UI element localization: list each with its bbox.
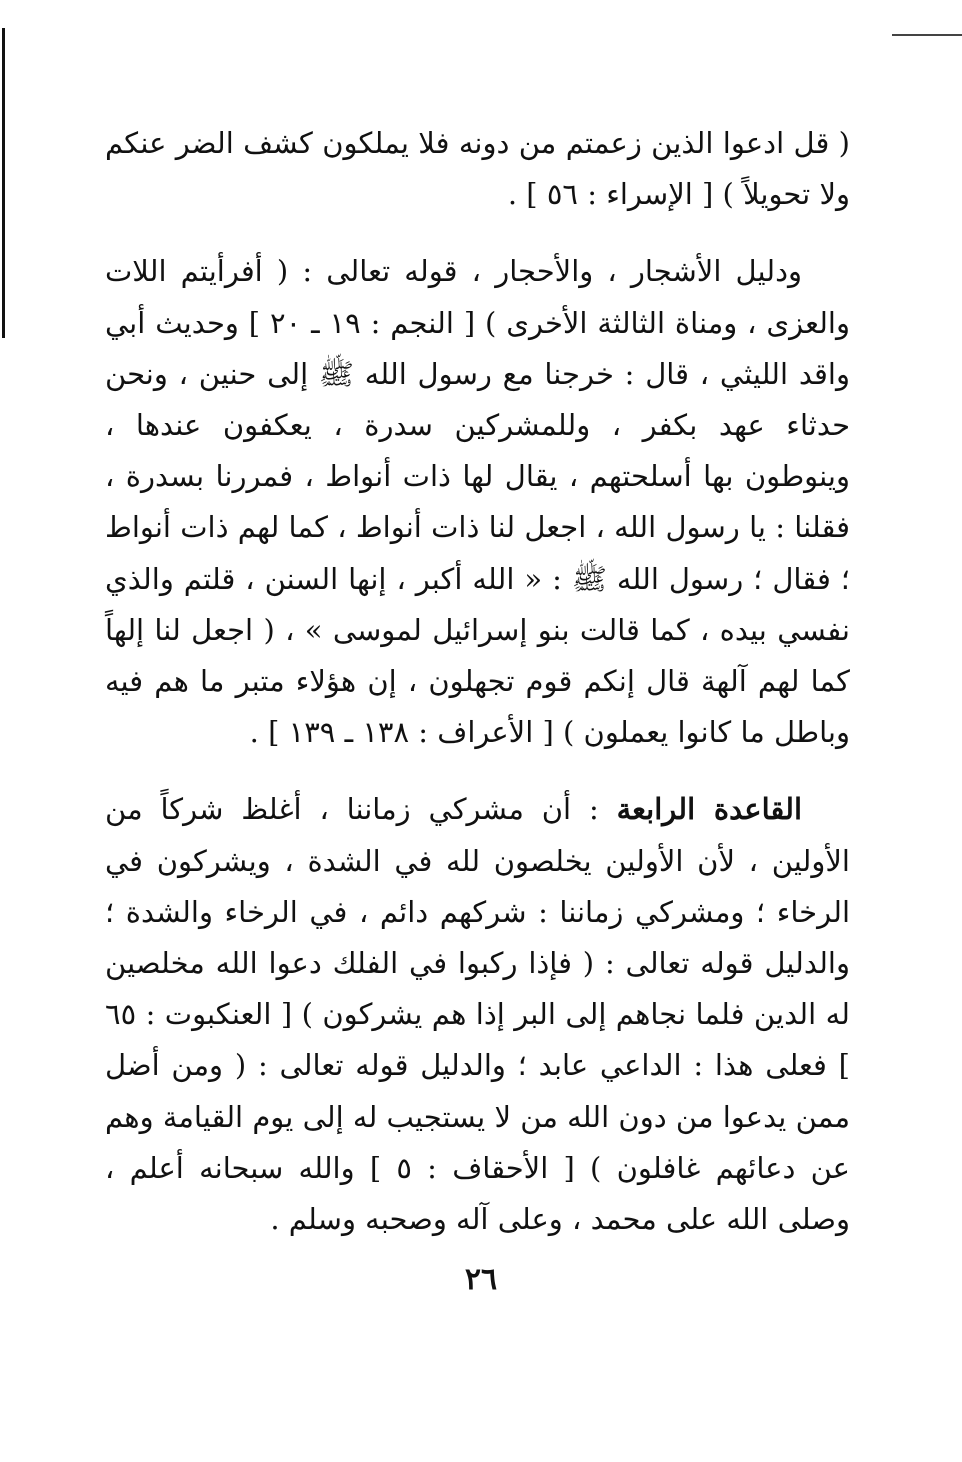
paragraph-gap bbox=[105, 220, 850, 246]
scan-edge-mark bbox=[2, 28, 5, 338]
paragraph-gap bbox=[105, 758, 850, 784]
top-rule bbox=[892, 34, 962, 36]
paragraph-fourth-rule bbox=[105, 784, 850, 1245]
paragraph-2-text: ودليل الأشجار ، والأحجار ، قوله تعالى : ( أفرأيتم اللات والعزى ، ومناة الثالثة الأخرى ) [ النجم : ١٩ ـ ٢٠ ] وحديث أبي واقد الليثي ، قال : خرجنا مع رسول الله ﷺ إلى حنين ، ونحن حدثاء عهد بكفر ، وللمشركين سدرة ، يعكفون عندها ، وينوطون بها أسلحتهم ، يقال لها ذات أنواط ، فمررنا بسدرة ، فقلنا : يا رسول الله ، اجعل لنا ذات أنواط ، كما لهم ذات أنواط ؛ فقال ؛ رسول الله ﷺ : « الله أكبر ، إنها السنن ، قلتم والذي نفسي بيده ، كما قالت بنو إسرائيل لموسى » ، ( اجعل لنا إلهاً كما لهم آلهة قال إنكم قوم تجهلون ، إن هؤلاء متبر ما هم فيه وباطل ما كانوا يعملون ) [ الأعراف : ١٣٨ ـ ١٣٩ ] . bbox=[105, 254, 850, 750]
paragraph-3-text: : أن مشركي زماننا ، أغلظ شركاً من الأولين ، لأن الأولين يخلصون لله في الشدة ، ويشركون في الرخاء ؛ ومشركي زماننا : شركهم دائم ، في الرخاء والشدة ؛ والدليل قوله تعالى : ( فإذا ركبوا في الفلك دعوا الله مخلصين له الدين فلما نجاهم إلى البر إذا هم يشركون ) [ العنكبوت : ٦٥ ] فعلى هذا : الداعي عابد ؛ والدليل قوله تعالى : ( ومن أضل ممن يدعوا من دون الله من لا يستجيب له إلى يوم القيامة وهم عن دعائهم غافلون ) [ الأحقاف : ٥ ] والله سبحانه أعلم ، وصلى الله على محمد ، وعلى آله وصحبه وسلم . bbox=[105, 792, 850, 1237]
section-heading-fourth-rule: القاعدة الرابعة bbox=[616, 792, 802, 827]
page-number: ٢٦ bbox=[464, 1262, 498, 1297]
page-text bbox=[105, 118, 850, 1245]
paragraph-quran-isra bbox=[105, 118, 850, 220]
paragraph-1-text: ( قل ادعوا الذين زعمتم من دونه فلا يملكون كشف الضر عنكم ولا تحويلاً ) [ الإسراء : ٥٦ ] . bbox=[105, 126, 850, 212]
paragraph-trees-stones bbox=[105, 246, 850, 758]
